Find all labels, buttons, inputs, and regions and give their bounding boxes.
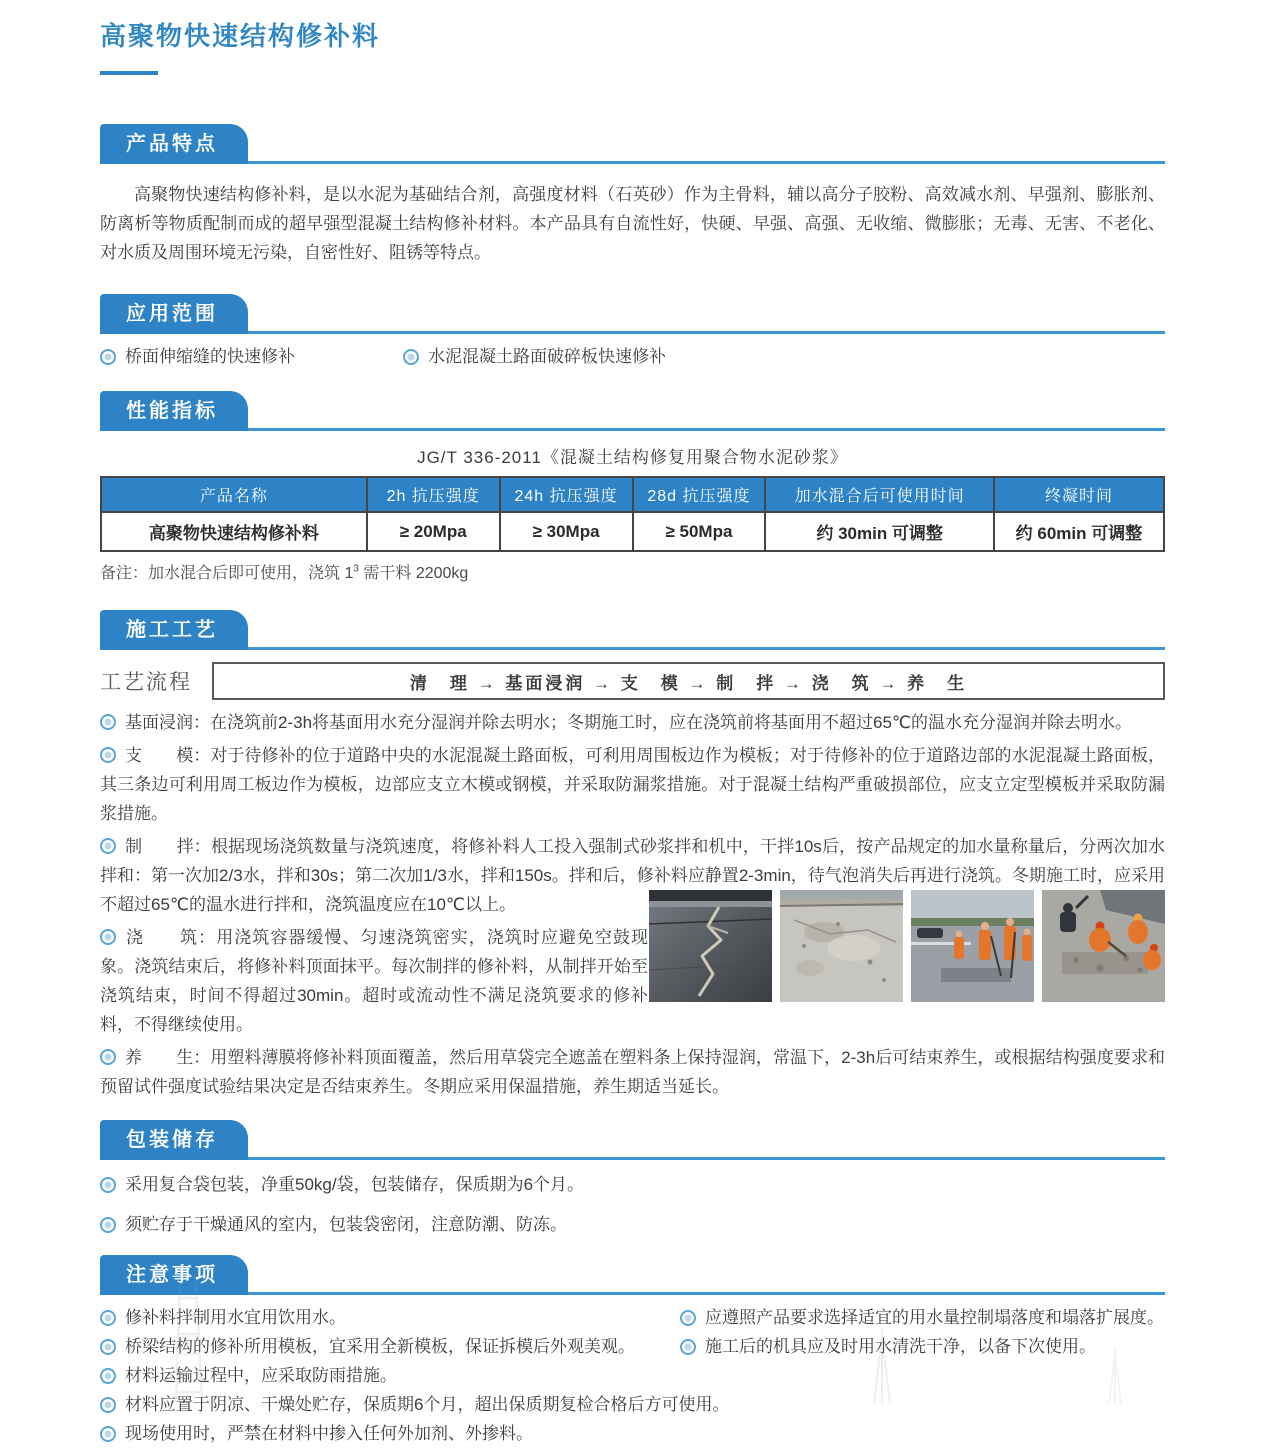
- step-text: 对于待修补的位于道路中央的水泥混凝土路面板，可利用周围板边作为模板；对于待修补的位于道路边部的水泥混凝土路面板，其三条边可利用周工板边作为模板，边部应支立木模或钢模，并采取防漏浆措施。对于混凝土结构严重破损部位，应支立定型模板并采取防漏浆措施。: [100, 746, 1165, 823]
- section-tab-applications: 应用范围: [100, 294, 248, 334]
- table-cell: 约 30min 可调整: [765, 512, 994, 551]
- section-header-notices: [100, 1254, 1165, 1295]
- ring-bullet-icon: [680, 1310, 696, 1326]
- ring-bullet-icon: [680, 1339, 696, 1355]
- note-superscript: 3: [353, 563, 359, 575]
- note-text: 备注：加水混合后即可使用，浇筑 1: [100, 565, 354, 582]
- page-title: 高聚物快速结构修补料: [100, 21, 381, 51]
- photo-road-repair-crew: [911, 890, 1034, 1002]
- ring-bullet-icon: [403, 349, 419, 365]
- notice-row: [100, 1303, 1165, 1332]
- table-cell: ≥ 50Mpa: [633, 512, 766, 551]
- step-term: 支 模：: [125, 746, 211, 765]
- process-flow-label: 工艺流程: [100, 671, 192, 694]
- table-header-cell: 28d 抗压强度: [633, 477, 766, 512]
- section-tab-performance: 性能指标: [100, 391, 248, 431]
- section-header-performance: [100, 390, 1165, 431]
- table-header-row: [101, 477, 1164, 512]
- table-header-cell: 24h 抗压强度: [500, 477, 633, 512]
- step-text: 用浇筑容器缓慢、匀速浇筑密实，浇筑时应避免空鼓现象。浇筑结束后，将修补料顶面抹平。每次制拌的修补料，从制拌开始至浇筑结束，时间不得超过30min。超时或流动性不满足浇筑要求的修补料，不得继续使用。: [100, 928, 649, 1034]
- section-header-packaging: [100, 1119, 1165, 1160]
- packaging-text: 须贮存于干燥通风的室内，包装袋密闭，注意防潮、防冻。: [125, 1215, 567, 1234]
- construction-step: [100, 1043, 1165, 1101]
- list-item: [680, 1303, 1165, 1332]
- section-header-construction: [100, 609, 1165, 650]
- section-tab-construction: 施工工艺: [100, 610, 248, 650]
- packaging-text: 采用复合袋包装，净重50kg/袋，包装储存，保质期为6个月。: [125, 1175, 585, 1194]
- section-tab-notices: 注意事项: [100, 1255, 248, 1295]
- table-cell: ≥ 20Mpa: [367, 512, 500, 551]
- table-header-cell: 2h 抗压强度: [367, 477, 500, 512]
- process-flow-row: [100, 662, 1165, 700]
- application-label: 水泥混凝土路面破碎板快速修补: [428, 347, 666, 366]
- list-item: [100, 1170, 1165, 1200]
- notice-text: 材料应置于阴凉、干燥处贮存，保质期6个月，超出保质期复检合格后方可使用。: [125, 1395, 730, 1414]
- ring-bullet-icon: [100, 349, 116, 365]
- step-text: 根据现场浇筑数量与浇筑速度，将修补料人工投入强制式砂浆拌和机中，干拌10s后，按产品规定的加水量称量后，分两次加水拌和：第一次加2/3水，拌和30s；第二次加1/3水，拌和150s。拌和后，修补料应静置2-3min，待气泡消失后再进行浇筑。冬期施工时，应采用不超过65℃的温水进行拌和，浇筑温度应在10℃以上。: [100, 837, 1165, 914]
- features-paragraph: 高聚物快速结构修补料，是以水泥为基础结合剂，高强度材料（石英砂）作为主骨料，辅以高分子胶粉、高效减水剂、早强剂、膨胀剂、防离析等物质配制而成的超早强型混凝土结构修补材料。本产品具有自流性好，快硬、早强、高强、无收缩、微膨胀；无毒、无害、不老化、对水质及周围环境无污染，自密性好、阻锈等特点。: [100, 185, 1165, 262]
- photo-cracked-dark-pavement: [649, 890, 772, 1002]
- list-item: [100, 1210, 1165, 1240]
- ring-bullet-icon: [100, 1049, 116, 1065]
- table-row: [101, 512, 1164, 551]
- notice-row: [100, 1332, 1165, 1361]
- notices-list: [100, 1303, 1165, 1448]
- step-term: 养 生：: [125, 1048, 211, 1067]
- section-tab-packaging: 包装储存: [100, 1120, 248, 1160]
- application-label: 桥面伸缩缝的快速修补: [125, 347, 295, 366]
- section-header-features: [100, 123, 1165, 164]
- site-photo-strip: [649, 890, 1165, 1002]
- list-item: [100, 1361, 1165, 1390]
- ring-bullet-icon: [100, 1368, 116, 1384]
- section-tab-features: 产品特点: [100, 124, 248, 164]
- notice-text: 现场使用时，严禁在材料中掺入任何外加剂、外掺料。: [125, 1424, 533, 1443]
- construction-section: [100, 609, 1165, 1101]
- list-item: [100, 346, 295, 368]
- standard-reference: JG/T 336-2011《混凝土结构修复用聚合物水泥砂浆》: [417, 448, 848, 467]
- notice-text: 施工后的机具应及时用水清洗干净，以备下次使用。: [705, 1337, 1096, 1356]
- list-item: [403, 346, 666, 368]
- ring-bullet-icon: [100, 1217, 116, 1233]
- ring-bullet-icon: [100, 1426, 116, 1442]
- applications-list: [100, 346, 1165, 368]
- notice-text: 桥梁结构的修补所用模板，宜采用全新模板，保证拆模后外观美观。: [125, 1337, 635, 1356]
- note-text: 需干料 2200kg: [358, 565, 469, 582]
- step-term: 基面浸润：: [125, 713, 210, 732]
- ring-bullet-icon: [100, 1397, 116, 1413]
- notice-text: 材料运输过程中，应采取防雨措施。: [125, 1366, 397, 1385]
- table-cell: 约 60min 可调整: [994, 512, 1164, 551]
- photo-damaged-concrete-slab: [780, 890, 903, 1002]
- section-header-applications: [100, 293, 1165, 334]
- performance-table: [100, 476, 1165, 552]
- ring-bullet-icon: [100, 1339, 116, 1355]
- list-item: [680, 1332, 1165, 1361]
- table-note: [100, 560, 1165, 583]
- ring-bullet-icon: [100, 714, 116, 730]
- list-item: [100, 1419, 1165, 1448]
- table-header-cell: 终凝时间: [994, 477, 1164, 512]
- notice-text: 应遵照产品要求选择适宜的用水量控制塌落度和塌落扩展度。: [705, 1308, 1164, 1327]
- notice-text: 修补料拌制用水宜用饮用水。: [125, 1308, 346, 1327]
- photo-pavement-patching-closeup: [1042, 890, 1165, 1002]
- table-cell: ≥ 30Mpa: [500, 512, 633, 551]
- list-item: [100, 1390, 1165, 1419]
- ring-bullet-icon: [100, 1310, 116, 1326]
- table-header-cell: 产品名称: [101, 477, 367, 512]
- list-item: [100, 1303, 680, 1332]
- ring-bullet-icon: [100, 838, 116, 854]
- list-item: [100, 1332, 680, 1361]
- step-term: 制 拌：: [125, 837, 211, 856]
- table-cell: 高聚物快速结构修补料: [101, 512, 367, 551]
- table-header-cell: 加水混合后可使用时间: [765, 477, 994, 512]
- step-text: 在浇筑前2-3h将基面用水充分湿润并除去明水；冬期施工时，应在浇筑前将基面用不超过65℃的温水充分湿润并除去明水。: [210, 713, 1133, 732]
- step-text: 用塑料薄膜将修补料顶面覆盖，然后用草袋完全遮盖在塑料条上保持湿润，常温下，2-3h后可结束养生，或根据结构强度要求和预留试件强度试验结果决定是否结束养生。冬期应采用保温措施，养生期适当延长。: [100, 1048, 1165, 1096]
- ring-bullet-icon: [100, 929, 116, 945]
- process-flow-box: 清 理 → 基面浸润 → 支 模 → 制 拌 → 浇 筑 → 养 生: [212, 662, 1165, 700]
- step-term: 浇 筑：: [125, 928, 217, 947]
- ring-bullet-icon: [100, 1177, 116, 1193]
- construction-step: [100, 708, 1165, 737]
- construction-step: [100, 923, 648, 1039]
- title-underline: [100, 71, 158, 75]
- ring-bullet-icon: [100, 747, 116, 763]
- construction-step: [100, 741, 1165, 828]
